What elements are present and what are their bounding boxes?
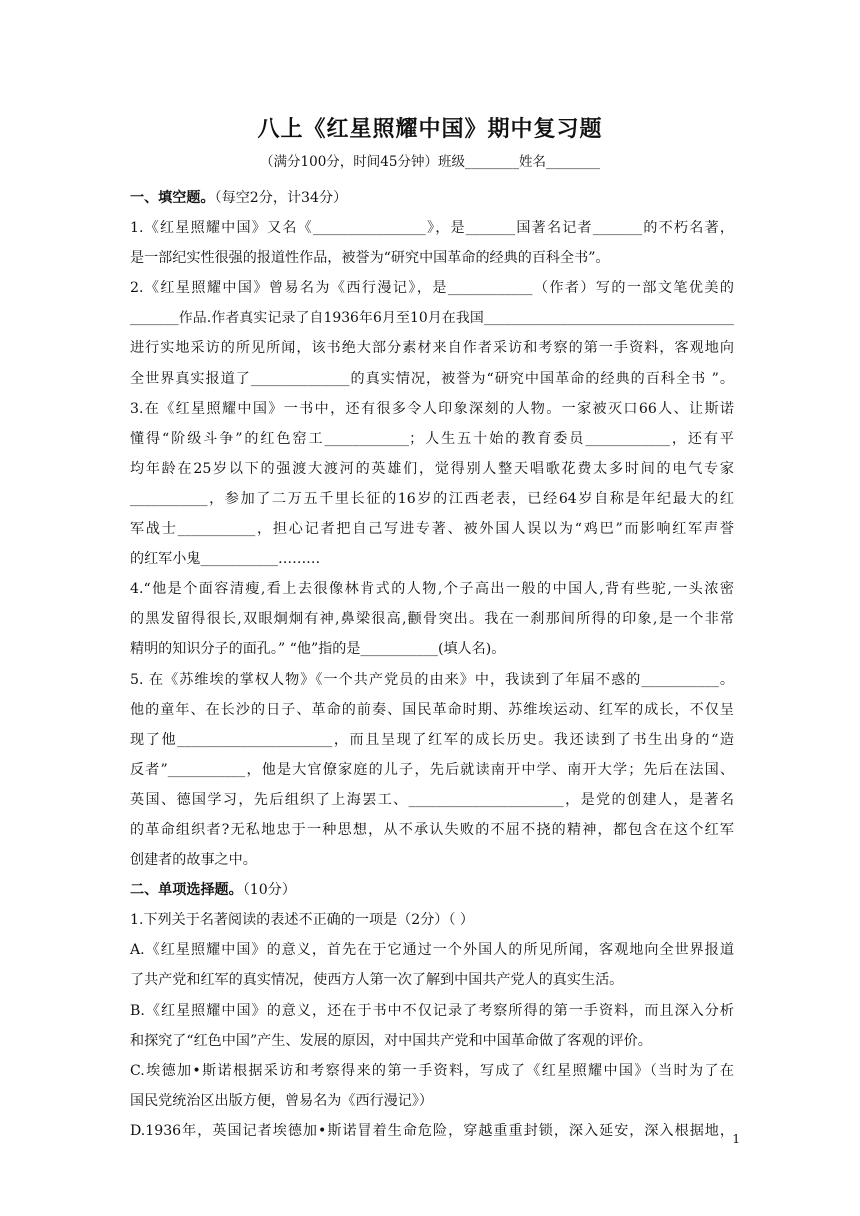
text-line: 国民党统治区出版方便，曾易名为《西行漫记》）	[130, 1092, 434, 1109]
text-line: 进行实地采访的所见所闻，该书绝大部分素材来自作者采访和考察的第一手资料，客观地向	[130, 340, 734, 357]
text-line: 是一部纪实性很强的报道性作品，被誉为“研究中国革命的经典的百科全书”。	[130, 250, 610, 267]
text-line: 军战士___________，担心记者把自己写进专著、被外国人误以为“鸡巴”而影响红军声誉	[130, 521, 734, 538]
text-line: 1.《红星照耀中国》又名《________________》，是_______国著名记者_______的不朽名著，	[130, 220, 734, 237]
text-line: 懂得“阶级斗争”的红色窑工____________；人生五十始的教育委员____________，还有平	[130, 430, 734, 447]
section-heading: 二、单项选择题。（10分）	[130, 882, 296, 899]
text-line: C.埃德加•斯诺根据采访和考察得来的第一手资料，写成了《红星照耀中国》（当时为了在	[130, 1062, 734, 1079]
text-line: 3.在《红星照耀中国》一书中，还有很多令人印象深刻的人物。一家被灭口66人、让斯诺	[130, 400, 734, 417]
text-line: A.《红星照耀中国》的意义，首先在于它通过一个外国人的所见所闻，客观地向全世界报道	[130, 942, 734, 959]
page-number: 1	[732, 1132, 740, 1146]
text-line: B.《红星照耀中国》的意义，还在于书中不仅记录了考察所得的第一手资料，而且深入分析	[130, 1002, 734, 1019]
text-line: 的红军小鬼___________………	[130, 551, 321, 568]
text-line: 精明的知识分子的面孔。” “他”指的是___________(填人名)。	[130, 641, 506, 658]
text-line: 的黑发留得很长,双眼炯炯有神,鼻梁很高,颧骨突出。我在一刹那间所得的印象,是一个非常	[130, 611, 734, 628]
text-line: 2.《红星照耀中国》曾易名为《西行漫记》，是____________（作者）写的一部文笔优美的	[130, 280, 734, 297]
exam-info-line: （满分100分，时间45分钟）班级________姓名________	[260, 154, 600, 170]
text-line: 和探究了“红色中国”产生、发展的原因，对中国共产党和中国革命做了客观的评价。	[130, 1032, 652, 1049]
document-body	[130, 183, 734, 1146]
text-line: 现了他______________________，而且呈现了红军的成长历史。我还读到了书生出身的“造	[130, 731, 734, 748]
text-line: _______作品.作者真实记录了自1936年6月至10月在我国____________________________________	[130, 310, 734, 327]
text-line: 反者”___________，他是大官僚家庭的儿子，先后就读南开中学、南开大学；先后在法国、	[130, 761, 734, 778]
text-line: D.1936年，英国记者埃德加•斯诺冒着生命危险，穿越重重封锁，深入延安，深入根据地，	[130, 1122, 734, 1139]
text-line: 了共产党和红军的真实情况，使西方人第一次了解到中国共产党人的真实生活。	[130, 972, 624, 989]
section-heading: 一、填空题。（每空2分，计34分）	[130, 190, 348, 206]
text-line: 均年龄在25岁以下的强渡大渡河的英雄们，觉得别人整天唱歌花费太多时间的电气专家	[130, 460, 734, 477]
text-line: 创建者的故事之中。	[130, 852, 257, 869]
text-line: 英国、德国学习，先后组织了上海罢工、______________________，是党的创建人，是著名	[130, 791, 734, 808]
text-line: 5. 在《苏维埃的掌权人物》《一个共产党员的由来》中，我读到了年届不惑的___________。	[130, 671, 734, 688]
text-line: 1.下列关于名著阅读的表述不正确的一项是（2分）（ ）	[130, 912, 474, 929]
page-title: 八上《红星照耀中国》期中复习题	[257, 117, 603, 142]
text-line: 4.“他是个面容清瘦,看上去很像林肯式的人物,个子高出一般的中国人,背有些驼,一头浓密	[130, 581, 734, 598]
text-line: 他的童年、在长沙的日子、革命的前奏、国民革命时期、苏维埃运动、红军的成长，不仅呈	[130, 701, 734, 718]
text-line: ___________，参加了二万五千里长征的16岁的江西老表，已经64岁自称是年纪最大的红	[130, 490, 734, 507]
text-line: 全世界真实报道了______________的真实情况，被誉为“研究中国革命的经典的百科全书 ”。	[130, 370, 734, 387]
text-line: 的革命组织者?无私地忠于一种思想，从不承认失败的不屈不挠的精神，都包含在这个红军	[130, 821, 734, 838]
